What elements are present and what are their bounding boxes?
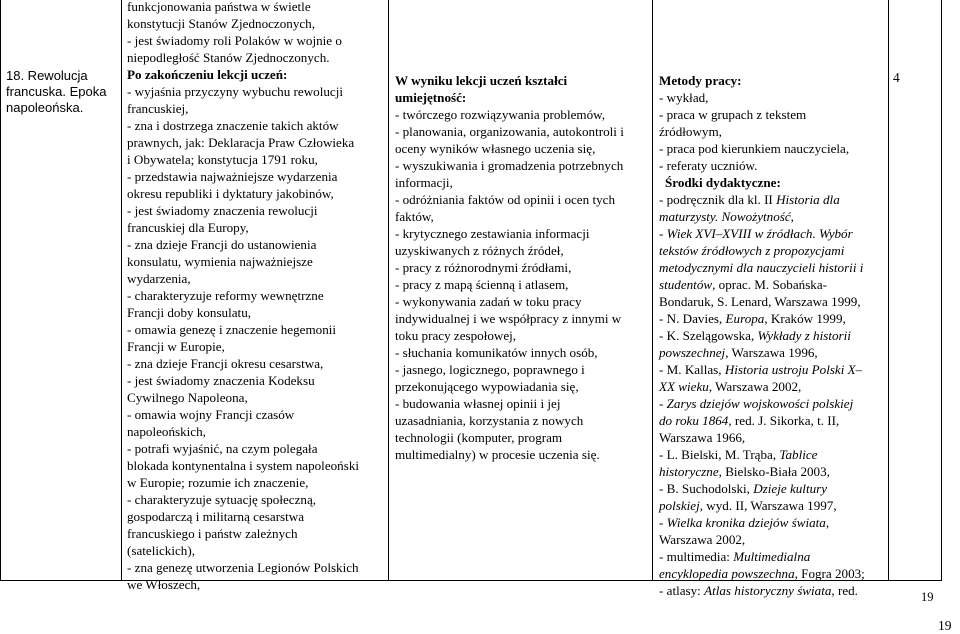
aid-line: XX wieku, Warszawa 2002, bbox=[659, 379, 802, 394]
topic-cell bbox=[6, 68, 118, 116]
text-line: gospodarczą i militarną cesarstwa bbox=[127, 509, 305, 524]
method-item: - wykład, bbox=[659, 90, 709, 105]
text-line: Francji w Europie, bbox=[127, 339, 225, 354]
text-line: i Obywatela; konstytucja 1791 roku, bbox=[127, 152, 318, 167]
aid-line: metodycznymi dla nauczycieli historii i bbox=[659, 260, 864, 275]
aid-line: - L. Bielski, M. Trąba, Tablice bbox=[659, 447, 818, 462]
text-line: niepodległość Stanów Zjednoczonych. bbox=[127, 50, 330, 65]
text-line: - charakteryzuje sytuację społeczną, bbox=[127, 492, 317, 507]
text-line: okresu republiki i dyktatury jakobinów, bbox=[127, 186, 334, 201]
methods-cell bbox=[659, 72, 889, 599]
text-line: napoleońskich, bbox=[127, 424, 206, 439]
aids-heading: Środki dydaktyczne: bbox=[665, 175, 781, 190]
aid-line: Warszawa 2002, bbox=[659, 532, 746, 547]
text-line: - pracy z mapą ścienną i atlasem, bbox=[395, 277, 569, 292]
text-line: - pracy z różnorodnymi źródłami, bbox=[395, 260, 572, 275]
column-divider-2 bbox=[388, 0, 389, 580]
text-line: Francji doby konsulatu, bbox=[127, 305, 252, 320]
topic-line: francuska. Epoka bbox=[6, 84, 107, 99]
aid-line: maturzysty. Nowożytność, bbox=[659, 209, 794, 224]
text-line: przekonującego wypowiadania się, bbox=[395, 379, 579, 394]
text-line: francuskiej dla Europy, bbox=[127, 220, 249, 235]
text-line: (satelickich), bbox=[127, 543, 195, 558]
hours-value: 4 bbox=[893, 70, 900, 85]
hours-cell bbox=[893, 69, 933, 86]
text-line: konsulatu, wymienia najważniejsze bbox=[127, 254, 313, 269]
text-line: - budowania własnej opinii i jej bbox=[395, 396, 561, 411]
text-line: - twórczego rozwiązywania problemów, bbox=[395, 107, 606, 122]
method-item: - referaty uczniów. bbox=[659, 158, 758, 173]
aid-line: - B. Suchodolski, Dzieje kultury bbox=[659, 481, 828, 496]
text-line: - wykonywania zadań w toku pracy bbox=[395, 294, 582, 309]
text-line: - jest świadomy roli Polaków w wojnie o bbox=[127, 33, 342, 48]
aid-line: Bondaruk, S. Lenard, Warszawa 1999, bbox=[659, 294, 861, 309]
aid-line: Warszawa 1966, bbox=[659, 430, 746, 445]
aid-line: - Wiek XVI–XVIII w źródłach. Wybór bbox=[659, 226, 853, 241]
text-line: - wyszukiwania i gromadzenia potrzebnych bbox=[395, 158, 624, 173]
text-line: francuskiego i państw zależnych bbox=[127, 526, 298, 541]
text-line: faktów, bbox=[395, 209, 434, 224]
text-line: we Włoszech, bbox=[127, 577, 201, 592]
text-line: - zna dzieje Francji okresu cesarstwa, bbox=[127, 356, 324, 371]
aid-line: - multimedia: Multimedialna bbox=[659, 549, 811, 564]
table-border-left bbox=[0, 0, 1, 580]
aid-line: studentów, oprac. M. Sobańska- bbox=[659, 277, 828, 292]
aid-line: - atlasy: Atlas historyczny świata, red. bbox=[659, 583, 858, 598]
text-line: - zna i dostrzega znaczenie takich aktów bbox=[127, 118, 339, 133]
text-line: - zna dzieje Francji do ustanowienia bbox=[127, 237, 317, 252]
topic-line: 18. Rewolucja bbox=[6, 68, 88, 83]
text-line: technologii (komputer, program bbox=[395, 430, 563, 445]
text-line: - przedstawia najważniejsze wydarzenia bbox=[127, 169, 338, 184]
text-line: - wyjaśnia przyczyny wybuchu rewolucji bbox=[127, 84, 343, 99]
aid-line: powszechnej, Warszawa 1996, bbox=[659, 345, 818, 360]
aid-line: historyczne, Bielsko-Biała 2003, bbox=[659, 464, 830, 479]
text-line: indywidualnej i we współpracy z innymi w bbox=[395, 311, 622, 326]
text-line: Cywilnego Napoleona, bbox=[127, 390, 248, 405]
skills-heading: umiejętność: bbox=[395, 90, 467, 105]
method-item: - praca w grupach z tekstem bbox=[659, 107, 807, 122]
aid-line: encyklopedia powszechna, Fogra 2003; bbox=[659, 566, 865, 581]
aid-line: - N. Davies, Europa, Kraków 1999, bbox=[659, 311, 846, 326]
aid-line: - podręcznik dla kl. II Historia dla bbox=[659, 192, 840, 207]
text-line: - planowania, organizowania, autokontroli i bbox=[395, 124, 624, 139]
text-line: w Europie; rozumie ich znaczenie, bbox=[127, 475, 309, 490]
text-line: uzasadniania, korzystania z nowych bbox=[395, 413, 584, 428]
text-line: - charakteryzuje reformy wewnętrzne bbox=[127, 288, 324, 303]
text-line: - omawia genezę i znaczenie hegemonii bbox=[127, 322, 337, 337]
method-item: - praca pod kierunkiem nauczyciela, bbox=[659, 141, 850, 156]
text-line: - omawia wojny Francji czasów bbox=[127, 407, 295, 422]
text-line: toku pracy zespołowej, bbox=[395, 328, 517, 343]
aid-line: - M. Kallas, Historia ustroju Polski X– bbox=[659, 362, 863, 377]
text-line: multimedialny) w procesie uczenia się. bbox=[395, 447, 600, 462]
text-line: informacji, bbox=[395, 175, 453, 190]
knowledge-cell bbox=[127, 0, 382, 593]
method-item: źródłowym, bbox=[659, 124, 722, 139]
text-line: - słuchania komunikatów innych osób, bbox=[395, 345, 598, 360]
aid-line: - K. Szelągowska, Wykłady z historii bbox=[659, 328, 851, 343]
text-line: oceny wyników własnego uczenia się, bbox=[395, 141, 596, 156]
text-line: francuskiej, bbox=[127, 101, 189, 116]
text-line: - potrafi wyjaśnić, na czym polegała bbox=[127, 441, 318, 456]
aid-line: do roku 1864, red. J. Sikorka, t. II, bbox=[659, 413, 840, 428]
aid-line: polskiej, wyd. II, Warszawa 1997, bbox=[659, 498, 837, 513]
text-line: funkcjonowania państwa w świetle bbox=[127, 0, 311, 14]
knowledge-heading: Po zakończeniu lekcji uczeń: bbox=[127, 67, 288, 82]
aid-line: - Wielka kronika dziejów świata, bbox=[659, 515, 830, 530]
text-line: - zna genezę utworzenia Legionów Polskich bbox=[127, 560, 359, 575]
methods-heading: Metody pracy: bbox=[659, 73, 742, 88]
aid-line: - Zarys dziejów wojskowości polskiej bbox=[659, 396, 854, 411]
text-line: uzyskiwanych z różnych źródeł, bbox=[395, 243, 564, 258]
table-border-right bbox=[941, 0, 942, 580]
text-line: prawnych, jak: Deklaracja Praw Człowieka bbox=[127, 135, 355, 150]
text-line: - jest świadomy znaczenia rewolucji bbox=[127, 203, 318, 218]
text-line: wydarzenia, bbox=[127, 271, 191, 286]
text-line: - jest świadomy znaczenia Kodeksu bbox=[127, 373, 315, 388]
column-divider-1 bbox=[121, 0, 122, 580]
text-line: - krytycznego zestawiania informacji bbox=[395, 226, 590, 241]
text-line: - odróżniania faktów od opinii i ocen tych bbox=[395, 192, 615, 207]
text-line: blokada kontynentalna i system napoleoński bbox=[127, 458, 360, 473]
page-number: 19 bbox=[938, 618, 952, 633]
skills-cell bbox=[395, 72, 645, 463]
topic-line: napoleońska. bbox=[6, 100, 84, 115]
column-divider-3 bbox=[652, 0, 653, 580]
text-line: konstytucji Stanów Zjednoczonych, bbox=[127, 16, 316, 31]
aid-line: tekstów źródłowych z propozycjami bbox=[659, 243, 845, 258]
page-number-small: 19 bbox=[921, 590, 934, 604]
skills-heading: W wyniku lekcji uczeń kształci bbox=[395, 73, 568, 88]
text-line: - jasnego, logicznego, poprawnego i bbox=[395, 362, 585, 377]
